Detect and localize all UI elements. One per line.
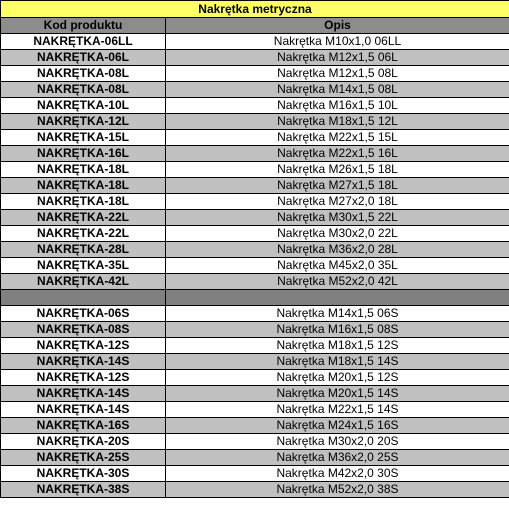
table-row [1,354,509,370]
product-code-cell[interactable]: NAKRĘTKA-16L [1,146,166,162]
description-cell[interactable]: Nakrętka M18x1,5 14S [166,354,509,370]
product-code-cell[interactable]: NAKRĘTKA-06L [1,50,166,66]
separator-cell[interactable] [1,290,166,306]
product-code-cell[interactable]: NAKRĘTKA-12L [1,114,166,130]
description-cell[interactable]: Nakrętka M18x1,5 12L [166,114,509,130]
description-cell[interactable]: Nakrętka M22x1,5 15L [166,130,509,146]
description-cell[interactable]: Nakrętka M52x2,0 42L [166,274,509,290]
table-title[interactable]: Nakrętka metryczna [1,1,509,18]
group-s-rows [1,306,509,498]
table-row [1,210,509,226]
description-cell[interactable]: Nakrętka M16x1,5 08S [166,322,509,338]
product-code-cell[interactable]: NAKRĘTKA-28L [1,242,166,258]
table-row [1,274,509,290]
product-code-cell[interactable]: NAKRĘTKA-22L [1,210,166,226]
table-row [1,322,509,338]
table-row [1,418,509,434]
description-cell[interactable]: Nakrętka M24x1,5 16S [166,418,509,434]
column-header-code[interactable]: Kod produktu [1,18,166,34]
description-cell[interactable]: Nakrętka M26x1,5 18L [166,162,509,178]
table-row [1,98,509,114]
description-cell[interactable]: Nakrętka M27x2,0 18L [166,194,509,210]
table-row [1,386,509,402]
description-cell[interactable]: Nakrętka M30x2,0 20S [166,434,509,450]
product-code-cell[interactable]: NAKRĘTKA-42L [1,274,166,290]
product-code-cell[interactable]: NAKRĘTKA-08S [1,322,166,338]
table-row [1,178,509,194]
table-row [1,466,509,482]
table-row [1,242,509,258]
description-cell[interactable]: Nakrętka M18x1,5 12S [166,338,509,354]
column-header-description[interactable]: Opis [166,18,509,34]
description-cell[interactable]: Nakrętka M30x2,0 22L [166,226,509,242]
table-row [1,34,509,50]
product-code-cell[interactable]: NAKRĘTKA-18L [1,178,166,194]
product-code-cell[interactable]: NAKRĘTKA-10L [1,98,166,114]
product-code-cell[interactable]: NAKRĘTKA-16S [1,418,166,434]
table-row [1,146,509,162]
table-row [1,50,509,66]
table-row [1,450,509,466]
group-separator [1,290,509,306]
product-code-cell[interactable]: NAKRĘTKA-14S [1,354,166,370]
group-l-rows [1,34,509,290]
description-cell[interactable]: Nakrętka M52x2,0 38S [166,482,509,498]
table-row [1,338,509,354]
product-code-cell[interactable]: NAKRĘTKA-18L [1,162,166,178]
table-row [1,402,509,418]
table-row [1,162,509,178]
product-code-cell[interactable]: NAKRĘTKA-06LL [1,34,166,50]
table-row [1,66,509,82]
description-cell[interactable]: Nakrętka M36x2,0 25S [166,450,509,466]
table-row [1,370,509,386]
product-code-cell[interactable]: NAKRĘTKA-14S [1,386,166,402]
description-cell[interactable]: Nakrętka M36x2,0 28L [166,242,509,258]
description-cell[interactable]: Nakrętka M27x1,5 18L [166,178,509,194]
product-code-cell[interactable]: NAKRĘTKA-35L [1,258,166,274]
table-row [1,306,509,322]
table-row [1,258,509,274]
product-code-cell[interactable]: NAKRĘTKA-22L [1,226,166,242]
table-row [1,82,509,98]
description-cell[interactable]: Nakrętka M42x2,0 30S [166,466,509,482]
product-code-cell[interactable]: NAKRĘTKA-14S [1,402,166,418]
description-cell[interactable]: Nakrętka M30x1,5 22L [166,210,509,226]
description-cell[interactable]: Nakrętka M16x1,5 10L [166,98,509,114]
description-cell[interactable]: Nakrętka M14x1,5 06S [166,306,509,322]
product-code-cell[interactable]: NAKRĘTKA-38S [1,482,166,498]
product-code-cell[interactable]: NAKRĘTKA-06S [1,306,166,322]
table-row [1,194,509,210]
table-row [1,130,509,146]
product-code-cell[interactable]: NAKRĘTKA-18L [1,194,166,210]
product-code-cell[interactable]: NAKRĘTKA-25S [1,450,166,466]
description-cell[interactable]: Nakrętka M14x1,5 08L [166,82,509,98]
table-row [1,434,509,450]
product-code-cell[interactable]: NAKRĘTKA-30S [1,466,166,482]
description-cell[interactable]: Nakrętka M45x2,0 35L [166,258,509,274]
table-row [1,114,509,130]
product-code-cell[interactable]: NAKRĘTKA-12S [1,338,166,354]
description-cell[interactable]: Nakrętka M22x1,5 14S [166,402,509,418]
description-cell[interactable]: Nakrętka M20x1,5 14S [166,386,509,402]
product-code-cell[interactable]: NAKRĘTKA-20S [1,434,166,450]
product-code-cell[interactable]: NAKRĘTKA-08L [1,82,166,98]
description-cell[interactable]: Nakrętka M12x1,5 08L [166,66,509,82]
separator-cell[interactable] [166,290,509,306]
product-code-cell[interactable]: NAKRĘTKA-15L [1,130,166,146]
product-code-cell[interactable]: NAKRĘTKA-08L [1,66,166,82]
description-cell[interactable]: Nakrętka M22x1,5 16L [166,146,509,162]
description-cell[interactable]: Nakrętka M12x1,5 06L [166,50,509,66]
description-cell[interactable]: Nakrętka M20x1,5 12S [166,370,509,386]
table-row [1,226,509,242]
separator-row [1,290,509,306]
description-cell[interactable]: Nakrętka M10x1,0 06LL [166,34,509,50]
product-code-cell[interactable]: NAKRĘTKA-12S [1,370,166,386]
table-row [1,482,509,498]
